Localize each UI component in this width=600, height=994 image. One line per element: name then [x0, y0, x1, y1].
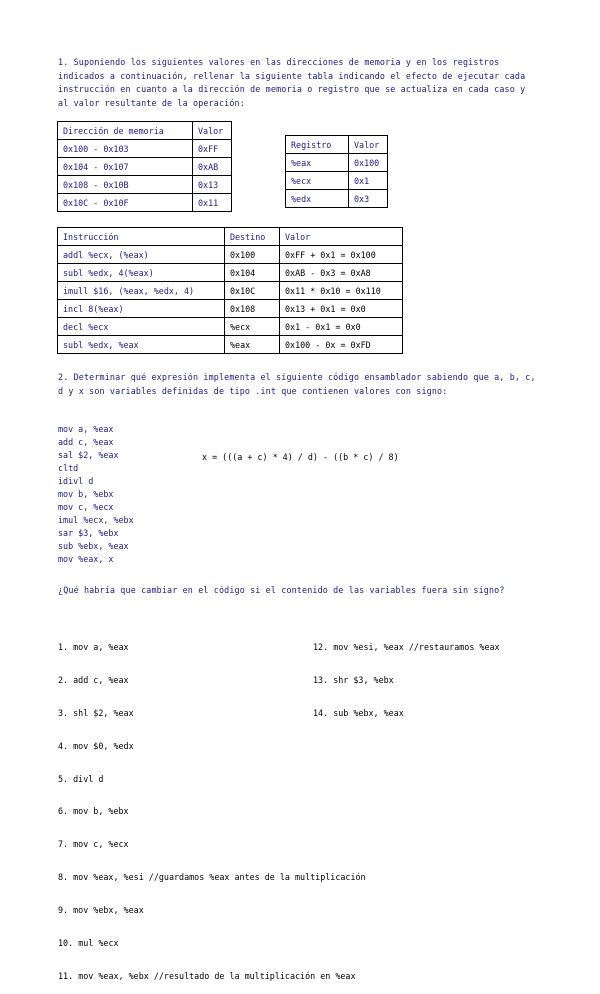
- code-line: sal $2, %eax: [58, 450, 119, 460]
- register-value-cell: 0x3: [349, 190, 388, 208]
- instruction-header-instruction: Instrucción: [58, 228, 225, 246]
- item-number: 10.: [58, 938, 74, 949]
- destination-cell: 0x10C: [225, 282, 280, 300]
- unsigned-question: ¿Qué habría que cambiar en el código si el contenido de las variables fuera sin signo?: [58, 585, 505, 595]
- code-line: mov b, %ebx: [58, 489, 114, 499]
- item-code: mul %ecx: [78, 938, 119, 949]
- table-row: [58, 246, 403, 264]
- register-value-cell: 0x100: [349, 154, 388, 172]
- destination-cell: 0x100: [225, 246, 280, 264]
- list-item: [58, 806, 366, 819]
- register-header-register: Registro: [286, 136, 349, 154]
- memory-address-cell: 0x100 - 0x103: [58, 140, 193, 158]
- code-line: cltd: [58, 463, 79, 473]
- instruction-cell: imull $16, (%eax, %edx, 4): [58, 282, 225, 300]
- result-cell: 0xFF + 0x1 = 0x100: [280, 246, 403, 264]
- register-value-cell: 0x1: [349, 172, 388, 190]
- instruction-cell: decl %ecx: [58, 318, 225, 336]
- table-row: [58, 176, 232, 194]
- question-1-text: 1. Suponiendo los siguientes valores en las direcciones de memoria y en los registros indicados a continuación, rellenar la siguiente tabla indicando el efecto de ejecutar cada instrucción en cuanto a la dirección de memoria o registro que se actualiza en cada caso y al valor resultante de la operación:: [58, 57, 526, 108]
- destination-cell: 0x104: [225, 264, 280, 282]
- item-number: 9.: [58, 905, 69, 916]
- code-line: imul %ecx, %ebx: [58, 515, 134, 525]
- code-line: add c, %eax: [58, 437, 114, 447]
- item-code: mov %eax, %ebx //resultado de la multiplicación en %eax: [78, 970, 356, 981]
- item-number: 6.: [58, 806, 69, 817]
- list-item: [313, 642, 500, 655]
- result-cell: 0xAB - 0x3 = 0xA8: [280, 264, 403, 282]
- table-row: [58, 194, 232, 212]
- item-code: divl d: [73, 773, 104, 784]
- code-line: mov a, %eax: [58, 424, 114, 434]
- table-row: [58, 158, 232, 176]
- code-line: sar $3, %ebx: [58, 528, 119, 538]
- item-number: 14.: [313, 707, 329, 718]
- item-number: 3.: [58, 707, 69, 718]
- table-row: [58, 336, 403, 354]
- instruction-cell: incl 8(%eax): [58, 300, 225, 318]
- item-number: 1.: [58, 642, 69, 652]
- table-row: [58, 140, 232, 158]
- list-item: [58, 971, 366, 984]
- memory-value-cell: 0x13: [193, 176, 232, 194]
- table-row: [58, 318, 403, 336]
- item-code: shr $3, %ebx: [333, 674, 394, 685]
- memory-value-cell: 0x11: [193, 194, 232, 212]
- table-row: [286, 154, 388, 172]
- list-item: [58, 872, 366, 885]
- item-code: mov %ebx, %eax: [73, 905, 144, 916]
- register-table: [285, 135, 388, 208]
- table-row: [58, 264, 403, 282]
- table-row: [58, 282, 403, 300]
- memory-address-cell: 0x104 - 0x107: [58, 158, 193, 176]
- item-code: sub %ebx, %eax: [333, 707, 404, 718]
- memory-value-cell: 0xFF: [193, 140, 232, 158]
- register-header-value: Valor: [349, 136, 388, 154]
- code-line: sub %ebx, %eax: [58, 541, 129, 551]
- register-name-cell: %eax: [286, 154, 349, 172]
- item-number: 13.: [313, 674, 329, 685]
- destination-cell: %eax: [225, 336, 280, 354]
- item-number: 7.: [58, 839, 69, 850]
- list-item: [58, 741, 366, 754]
- instruction-cell: subl %edx, 4(%eax): [58, 264, 225, 282]
- list-item: [58, 938, 366, 951]
- item-code: mov a, %eax: [73, 642, 129, 652]
- expression-answer: x = (((a + c) * 4) / d) - ((b * c) / 8): [202, 452, 399, 462]
- item-code: mov $0, %edx: [73, 740, 134, 751]
- result-cell: 0x1 - 0x1 = 0x0: [280, 318, 403, 336]
- memory-value-cell: 0xAB: [193, 158, 232, 176]
- question-2-text: 2. Determinar qué expresión implementa el siguiente código ensamblador sabiendo que a, b, c, d y x son variables definidas de tipo .int que contienen valores con signo:: [58, 372, 536, 396]
- result-cell: 0x100 - 0x = 0xFD: [280, 336, 403, 354]
- code-line: mov c, %ecx: [58, 502, 114, 512]
- table-row: [286, 172, 388, 190]
- instruction-header-destination: Destino: [225, 228, 280, 246]
- instruction-header-value: Valor: [280, 228, 403, 246]
- list-item: [58, 774, 366, 787]
- item-code: mov c, %ecx: [73, 839, 129, 850]
- destination-cell: %ecx: [225, 318, 280, 336]
- instruction-table: [57, 227, 403, 354]
- item-code: add c, %eax: [73, 674, 129, 685]
- table-row: [58, 300, 403, 318]
- item-number: 11.: [58, 970, 74, 981]
- item-code: mov %esi, %eax //restauramos %eax: [333, 642, 500, 652]
- item-number: 4.: [58, 740, 69, 751]
- instruction-cell: addl %ecx, (%eax): [58, 246, 225, 264]
- answer-list-right: [313, 622, 500, 731]
- list-item: [313, 675, 500, 688]
- memory-table: [57, 121, 232, 212]
- item-code: mov %eax, %esi //guardamos %eax antes de la multiplicación: [73, 872, 366, 883]
- instruction-cell: subl %edx, %eax: [58, 336, 225, 354]
- register-name-cell: %ecx: [286, 172, 349, 190]
- register-name-cell: %edx: [286, 190, 349, 208]
- list-item: [313, 708, 500, 721]
- result-cell: 0x11 * 0x10 = 0x110: [280, 282, 403, 300]
- code-line: mov %eax, x: [58, 554, 114, 564]
- item-number: 12.: [313, 642, 329, 652]
- list-item: [58, 905, 366, 918]
- item-number: 5.: [58, 773, 69, 784]
- item-code: shl $2, %eax: [73, 707, 134, 718]
- destination-cell: 0x108: [225, 300, 280, 318]
- memory-header-value: Valor: [193, 122, 232, 140]
- item-number: 8.: [58, 872, 69, 883]
- table-row: [286, 190, 388, 208]
- list-item: [58, 839, 366, 852]
- result-cell: 0x13 + 0x1 = 0x0: [280, 300, 403, 318]
- memory-address-cell: 0x108 - 0x10B: [58, 176, 193, 194]
- item-number: 2.: [58, 674, 69, 685]
- item-code: mov b, %ebx: [73, 806, 129, 817]
- memory-address-cell: 0x10C - 0x10F: [58, 194, 193, 212]
- memory-header-address: Dirección de memoria: [58, 122, 193, 140]
- code-line: idivl d: [58, 476, 94, 486]
